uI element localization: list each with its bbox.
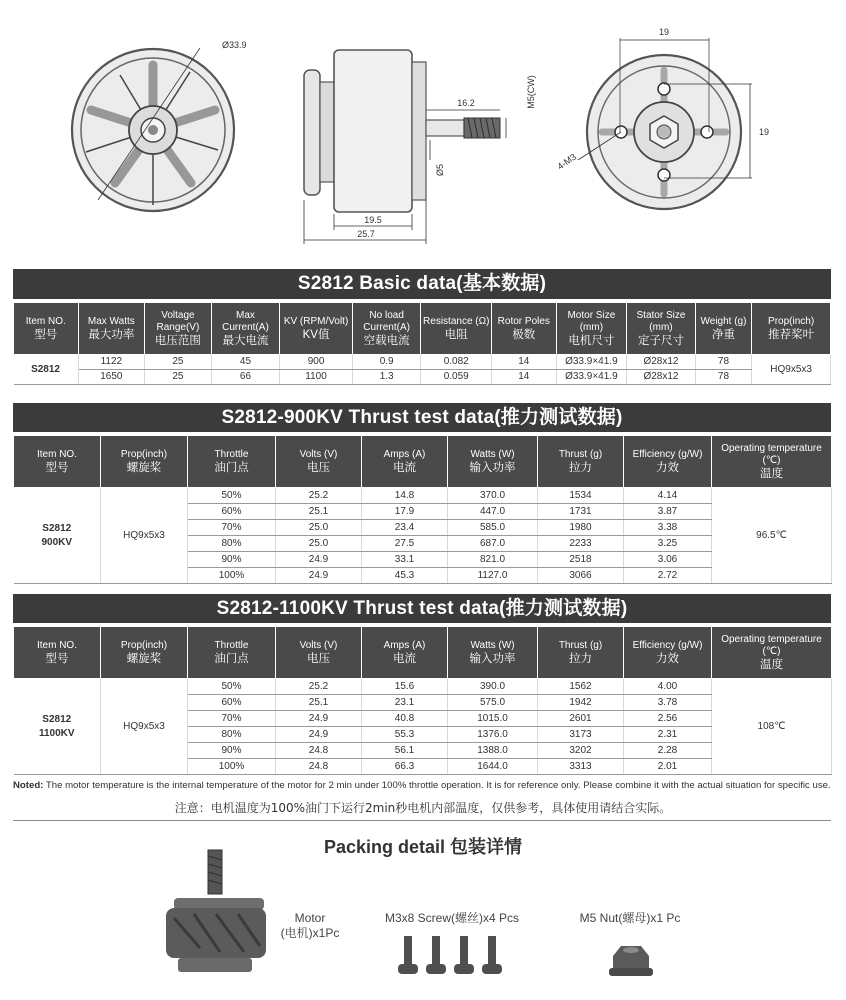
side-view-drawing: [304, 50, 536, 244]
column-header-cn: 电阻: [444, 328, 468, 341]
table-cell: 14: [492, 370, 557, 385]
screws-image: [396, 934, 506, 978]
column-header: [712, 436, 832, 488]
back-height-label: 19: [758, 127, 770, 137]
table-cell: Ø28x12: [627, 370, 696, 385]
column-header-cn: 空载电流: [363, 334, 410, 347]
table-cell: 1980: [538, 520, 624, 536]
column-header-en: Item NO.: [25, 315, 66, 327]
table-cell: 27.5: [362, 536, 448, 552]
table-cell: 1534: [538, 488, 624, 504]
column-header-en: Watts (W): [470, 639, 515, 651]
table-row: [14, 488, 832, 504]
table-cell: 370.0: [448, 488, 538, 504]
column-header: [448, 627, 538, 679]
column-header-en: Rotor Poles: [497, 315, 550, 327]
table-cell: 0.059: [421, 370, 492, 385]
column-header: [101, 627, 188, 679]
column-header-en: Motor Size (mm): [567, 309, 616, 333]
table-cell: 24.8: [276, 759, 362, 775]
table-cell: 0.082: [421, 355, 492, 370]
column-header-cn: 电压范围: [154, 334, 201, 347]
column-header-cn: 电压: [307, 652, 330, 665]
column-header-en: Weight (g): [700, 315, 747, 327]
divider: [13, 820, 831, 821]
temperature-cell: 96.5℃: [712, 488, 832, 584]
column-header: [538, 436, 624, 488]
note-text: The motor temperature is the internal temperature of the motor for 2 min under 100% throttle operation. It is for reference only. Please combine it with the actual situation for specific use.: [43, 780, 831, 791]
column-header: [78, 303, 145, 355]
table-row: [14, 679, 832, 695]
table-cell: 14.8: [362, 488, 448, 504]
column-header: [627, 303, 696, 355]
table-cell: 33.1: [362, 552, 448, 568]
table-cell: 3.38: [624, 520, 712, 536]
packing-title: Packing detail 包装详情: [323, 837, 523, 857]
column-header-cn: 拉力: [569, 461, 592, 474]
table-cell: 4.14: [624, 488, 712, 504]
item-kv: 1100KV: [38, 727, 75, 739]
column-header-cn: 最大电流: [222, 334, 269, 347]
column-header: [352, 303, 421, 355]
item-kv: 900KV: [41, 536, 73, 548]
prop-cell: HQ9x5x3: [101, 488, 188, 584]
table-cell: 2518: [538, 552, 624, 568]
header-row: [14, 436, 832, 488]
column-header-cn: 电机尺寸: [568, 334, 615, 347]
column-header: [362, 627, 448, 679]
column-header: [695, 303, 751, 355]
motor-label-line1: Motor: [294, 911, 326, 925]
table-cell: 45: [211, 355, 280, 370]
back-width-label: 19: [658, 27, 670, 37]
column-header-en: No load Current(A): [363, 309, 410, 333]
table-cell: 3066: [538, 568, 624, 584]
table-cell: 821.0: [448, 552, 538, 568]
column-header: [276, 436, 362, 488]
column-header-cn: 极数: [512, 328, 536, 341]
column-header-en: Efficiency (g/W): [632, 448, 703, 460]
column-header-cn: KV值: [302, 328, 330, 341]
table-cell: 575.0: [448, 695, 538, 711]
column-header: [280, 303, 353, 355]
column-header: [14, 627, 101, 679]
column-header-en: Max Watts: [87, 315, 135, 327]
table-cell: 1376.0: [448, 727, 538, 743]
thrust-900kv-table: [13, 435, 832, 584]
note-chinese: 注意：电机温度为100%油门下运行2min秒电机内部温度，仅供参考，具体使用请结合实际。: [174, 801, 672, 815]
table-cell: 25.1: [276, 504, 362, 520]
column-header-en: Operating temperature (℃): [721, 633, 822, 657]
column-header-cn: 输入功率: [469, 461, 516, 474]
table-cell: 1100: [280, 370, 353, 385]
column-header-cn: 拉力: [569, 652, 592, 665]
column-header: [624, 436, 712, 488]
table-cell: 80%: [188, 727, 276, 743]
table-cell: 24.9: [276, 568, 362, 584]
table-cell: 24.8: [276, 743, 362, 759]
table-cell: 2.28: [624, 743, 712, 759]
table-cell: 1942: [538, 695, 624, 711]
item-cell: [14, 488, 101, 584]
item-model: S2812: [42, 522, 72, 534]
column-header-en: Max Current(A): [222, 309, 269, 333]
column-header-en: Item NO.: [36, 639, 77, 651]
column-header-en: Thrust (g): [558, 639, 603, 651]
table-cell: 0.9: [352, 355, 421, 370]
side-thread-label: M5(CW): [526, 75, 536, 109]
column-header: [145, 303, 212, 355]
table-cell: 55.3: [362, 727, 448, 743]
column-header-en: Item NO.: [36, 448, 77, 460]
thrust-1100kv-table: [13, 626, 832, 775]
table-cell: 66: [211, 370, 280, 385]
table-cell: 90%: [188, 743, 276, 759]
column-header-cn: 型号: [45, 652, 69, 665]
column-header-cn: 型号: [34, 328, 58, 341]
table-cell: 17.9: [362, 504, 448, 520]
table-cell: 24.9: [276, 727, 362, 743]
table-cell: 60%: [188, 504, 276, 520]
nut-image: [607, 942, 655, 978]
back-view-drawing: [555, 27, 769, 209]
column-header: [492, 303, 557, 355]
column-header: [276, 627, 362, 679]
table-cell: 23.4: [362, 520, 448, 536]
column-header: [14, 303, 79, 355]
column-header-en: Prop(inch): [768, 315, 815, 327]
table-cell: 3.25: [624, 536, 712, 552]
column-header-en: Volts (V): [299, 448, 338, 460]
column-header-cn: 推荐桨叶: [768, 328, 815, 341]
table-cell: 2.31: [624, 727, 712, 743]
table-cell: 50%: [188, 679, 276, 695]
basic-data-title: S2812 Basic data(基本数据): [13, 269, 831, 299]
column-header-en: Amps (A): [383, 448, 426, 460]
table-cell: 25.2: [276, 488, 362, 504]
table-cell: 25.1: [276, 695, 362, 711]
side-shaft-length-label: 16.2: [457, 98, 475, 108]
dimension-drawing: [0, 0, 846, 262]
table-cell: 1644.0: [448, 759, 538, 775]
table-row: [14, 370, 831, 385]
table-cell: 447.0: [448, 504, 538, 520]
table-cell: 2.01: [624, 759, 712, 775]
column-header: [211, 303, 280, 355]
column-header-cn: 油门点: [214, 461, 249, 474]
column-header-en: Operating temperature (℃): [721, 442, 822, 466]
motor-label-line2: (电机)x1Pc: [280, 926, 340, 940]
table-cell: 70%: [188, 520, 276, 536]
side-total-length-label: 25.7: [357, 229, 375, 239]
table-cell: 80%: [188, 536, 276, 552]
column-header-en: Throttle: [214, 448, 249, 460]
column-header-cn: 净重: [711, 328, 735, 341]
column-header: [101, 436, 188, 488]
column-header: [362, 436, 448, 488]
column-header-cn: 电流: [393, 461, 416, 474]
table-cell: 3.78: [624, 695, 712, 711]
table-cell: 90%: [188, 552, 276, 568]
table-cell: 3173: [538, 727, 624, 743]
item-cell: S2812: [14, 355, 79, 385]
item-cell: [14, 679, 101, 775]
table-cell: 60%: [188, 695, 276, 711]
column-header-cn: 螺旋桨: [126, 652, 162, 665]
column-header-en: Volts (V): [299, 639, 338, 651]
column-header-cn: 型号: [45, 461, 69, 474]
table-cell: 56.1: [362, 743, 448, 759]
column-header: [188, 627, 276, 679]
table-cell: 2.56: [624, 711, 712, 727]
note-english: [13, 780, 831, 791]
table-cell: 24.9: [276, 711, 362, 727]
column-header-cn: 力效: [656, 461, 679, 474]
motor-label: [262, 911, 358, 941]
motor-image: [160, 848, 272, 978]
table-cell: 100%: [188, 759, 276, 775]
column-header-en: Prop(inch): [120, 448, 168, 460]
column-header-en: Resistance (Ω): [423, 315, 490, 327]
table-cell: 50%: [188, 488, 276, 504]
table-cell: 2601: [538, 711, 624, 727]
table-cell: 25: [145, 370, 212, 385]
thrust-1100kv-title: S2812-1100KV Thrust test data(推力测试数据): [13, 594, 831, 623]
column-header: [556, 303, 627, 355]
table-cell: 25.0: [276, 520, 362, 536]
side-shaft-diameter-label: Ø5: [435, 163, 445, 177]
column-header-cn: 输入功率: [469, 652, 516, 665]
column-header-en: Watts (W): [470, 448, 515, 460]
item-model: S2812: [42, 713, 72, 725]
column-header-en: Efficiency (g/W): [632, 639, 703, 651]
note-label: Noted:: [13, 780, 44, 791]
table-cell: 1127.0: [448, 568, 538, 584]
table-cell: 15.6: [362, 679, 448, 695]
table-cell: 3313: [538, 759, 624, 775]
column-header-cn: 螺旋桨: [126, 461, 162, 474]
column-header-cn: 电流: [393, 652, 416, 665]
table-cell: 3.06: [624, 552, 712, 568]
table-cell: 1731: [538, 504, 624, 520]
table-cell: 24.9: [276, 552, 362, 568]
table-cell: 78: [695, 370, 751, 385]
column-header-en: Amps (A): [383, 639, 426, 651]
table-cell: Ø28x12: [627, 355, 696, 370]
table-cell: 70%: [188, 711, 276, 727]
column-header-cn: 油门点: [214, 652, 249, 665]
column-header: [421, 303, 492, 355]
prop-cell: HQ9x5x3: [752, 355, 831, 385]
column-header: [624, 627, 712, 679]
table-cell: 1562: [538, 679, 624, 695]
screw-label: M3x8 Screw(螺丝)x4 Pcs: [384, 911, 520, 925]
table-cell: 25.0: [276, 536, 362, 552]
table-cell: 2.72: [624, 568, 712, 584]
header-row: [14, 627, 832, 679]
table-cell: 687.0: [448, 536, 538, 552]
column-header-cn: 温度: [760, 467, 783, 480]
column-header-en: Prop(inch): [120, 639, 168, 651]
table-cell: 3.87: [624, 504, 712, 520]
column-header-cn: 电压: [307, 461, 330, 474]
table-cell: 23.1: [362, 695, 448, 711]
prop-cell: HQ9x5x3: [101, 679, 188, 775]
column-header: [752, 303, 831, 355]
back-holes-label: 4-M3: [555, 151, 578, 172]
table-cell: Ø33.9×41.9: [556, 370, 627, 385]
front-diameter-label: Ø33.9: [222, 40, 247, 50]
basic-data-table: [13, 302, 831, 385]
header-row: [14, 303, 831, 355]
table-cell: Ø33.9×41.9: [556, 355, 627, 370]
column-header-en: Stator Size (mm): [636, 309, 686, 333]
table-cell: 900: [280, 355, 353, 370]
column-header: [188, 436, 276, 488]
table-cell: 2233: [538, 536, 624, 552]
column-header-cn: 定子尺寸: [637, 334, 684, 347]
table-cell: 3202: [538, 743, 624, 759]
column-header-cn: 最大功率: [88, 328, 135, 341]
front-view-drawing: [72, 40, 247, 211]
table-cell: 1388.0: [448, 743, 538, 759]
column-header-en: KV (RPM/Volt): [283, 315, 349, 327]
table-cell: 25.2: [276, 679, 362, 695]
thrust-900kv-title: S2812-900KV Thrust test data(推力测试数据): [13, 403, 831, 432]
temperature-cell: 108℃: [712, 679, 832, 775]
column-header: [14, 436, 101, 488]
column-header-cn: 温度: [760, 658, 783, 671]
table-cell: 1650: [78, 370, 145, 385]
column-header-en: Voltage Range(V): [156, 309, 200, 333]
column-header-cn: 力效: [656, 652, 679, 665]
column-header: [538, 627, 624, 679]
table-cell: 390.0: [448, 679, 538, 695]
table-cell: 25: [145, 355, 212, 370]
column-header: [448, 436, 538, 488]
technical-drawings: [0, 0, 846, 262]
table-cell: 4.00: [624, 679, 712, 695]
table-cell: 1122: [78, 355, 145, 370]
column-header: [712, 627, 832, 679]
table-row: [14, 355, 831, 370]
side-body-length-label: 19.5: [364, 215, 382, 225]
table-cell: 585.0: [448, 520, 538, 536]
table-cell: 1015.0: [448, 711, 538, 727]
table-cell: 14: [492, 355, 557, 370]
table-cell: 100%: [188, 568, 276, 584]
table-cell: 66.3: [362, 759, 448, 775]
table-cell: 78: [695, 355, 751, 370]
nut-label: M5 Nut(螺母)x1 Pc: [579, 911, 681, 925]
table-cell: 45.3: [362, 568, 448, 584]
table-cell: 40.8: [362, 711, 448, 727]
column-header-en: Throttle: [214, 639, 249, 651]
column-header-en: Thrust (g): [558, 448, 603, 460]
table-cell: 1.3: [352, 370, 421, 385]
